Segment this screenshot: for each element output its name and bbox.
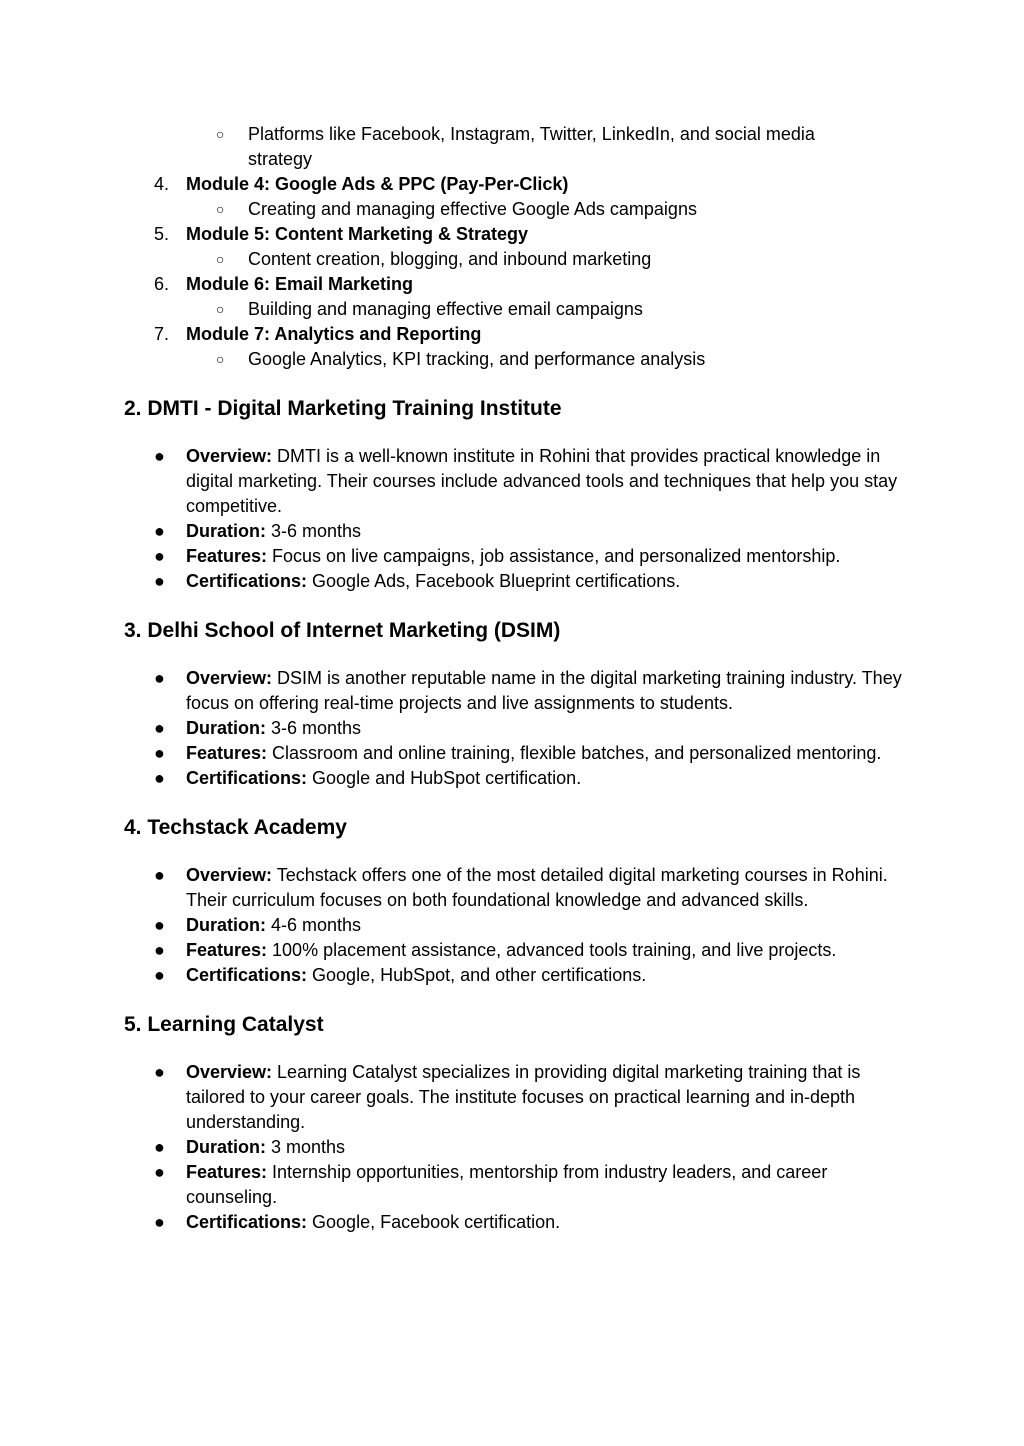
- bullet-item-features: [124, 938, 904, 963]
- bullet-label: Features:: [186, 743, 268, 763]
- bullet-label: Features:: [186, 1162, 268, 1182]
- bullet-text: Techstack offers one of the most detailed digital marketing courses in Rohini. Their curriculum focuses on both foundational knowledge and advanced skills.: [186, 865, 888, 910]
- section-dmti: [124, 396, 904, 594]
- module-sub-text: Content creation, blogging, and inbound marketing: [248, 249, 652, 269]
- module-sub-item: [124, 122, 904, 172]
- module-title: Module 5: Content Marketing & Strategy: [186, 224, 529, 244]
- bullet-icon: ●: [154, 1062, 165, 1082]
- module-item: [124, 222, 904, 272]
- bullet-text: Internship opportunities, mentorship from industry leaders, and career counseling.: [186, 1162, 828, 1207]
- module-title: Module 7: Analytics and Reporting: [186, 324, 482, 344]
- section-bullet-list: [124, 444, 904, 594]
- bullet-label: Certifications:: [186, 768, 308, 788]
- section-bullet-list: [124, 863, 904, 988]
- bullet-text: Google Ads, Facebook Blueprint certifications.: [307, 571, 681, 591]
- bullet-item-certifications: [124, 1210, 904, 1235]
- bullet-text: 3 months: [266, 1137, 346, 1157]
- section-bullet-list: [124, 1060, 904, 1235]
- module-number: 6.: [154, 274, 170, 294]
- bullet-icon: ●: [154, 446, 165, 466]
- circle-bullet-icon: ○: [216, 301, 225, 317]
- bullet-item-duration: [124, 519, 904, 544]
- section-dsim: [124, 618, 904, 791]
- module-sub-item: [186, 197, 904, 222]
- module-sub-item: [186, 347, 904, 372]
- module-sub-text: Platforms like Facebook, Instagram, Twitter, LinkedIn, and social media strategy: [248, 124, 815, 169]
- bullet-item-certifications: [124, 766, 904, 791]
- bullet-item-overview: [124, 666, 904, 716]
- bullet-text: Google, Facebook certification.: [307, 1212, 561, 1232]
- section-heading: 5. Learning Catalyst: [124, 1013, 324, 1036]
- section-learning-catalyst: [124, 1012, 904, 1235]
- bullet-label: Features:: [186, 546, 268, 566]
- bullet-icon: ●: [154, 940, 165, 960]
- module-item: [124, 172, 904, 222]
- module-title: Module 6: Email Marketing: [186, 274, 414, 294]
- bullet-icon: ●: [154, 521, 165, 541]
- bullet-label: Duration:: [186, 915, 266, 935]
- module-sub-text: Google Analytics, KPI tracking, and performance analysis: [248, 349, 706, 369]
- bullet-icon: ●: [154, 965, 165, 985]
- bullet-label: Overview:: [186, 446, 273, 466]
- bullet-icon: ●: [154, 865, 165, 885]
- bullet-text: Focus on live campaigns, job assistance, and personalized mentorship.: [267, 546, 841, 566]
- bullet-item-features: [124, 741, 904, 766]
- bullet-label: Duration:: [186, 1137, 266, 1157]
- section-heading: 4. Techstack Academy: [124, 816, 347, 839]
- bullet-text: Learning Catalyst specializes in providing digital marketing training that is tailored to your career goals. The institute focuses on practical learning and in-depth understanding.: [186, 1062, 861, 1132]
- bullet-text: 3-6 months: [266, 718, 362, 738]
- bullet-item-duration: [124, 913, 904, 938]
- bullet-label: Certifications:: [186, 965, 308, 985]
- bullet-text: DMTI is a well-known institute in Rohini that provides practical knowledge in digital marketing. Their courses include advanced tools and techniques that help you stay competitive.: [186, 446, 898, 516]
- bullet-icon: ●: [154, 1162, 165, 1182]
- module-number: 5.: [154, 224, 170, 244]
- bullet-icon: ●: [154, 915, 165, 935]
- bullet-item-overview: [124, 444, 904, 519]
- bullet-item-duration: [124, 716, 904, 741]
- bullet-item-features: [124, 1160, 904, 1210]
- bullet-text: Google and HubSpot certification.: [307, 768, 582, 788]
- bullet-label: Overview:: [186, 865, 273, 885]
- module-sub-list: [186, 347, 904, 372]
- bullet-text: Google, HubSpot, and other certifications.: [307, 965, 647, 985]
- bullet-label: Certifications:: [186, 1212, 308, 1232]
- module-item: [124, 322, 904, 372]
- module-list: [124, 172, 904, 372]
- bullet-label: Overview:: [186, 668, 273, 688]
- circle-bullet-icon: ○: [216, 126, 225, 142]
- section-bullet-list: [124, 666, 904, 791]
- bullet-item-overview: [124, 863, 904, 913]
- section-techstack: [124, 815, 904, 988]
- module-sub-item: [186, 247, 904, 272]
- module-sub-list: [186, 197, 904, 222]
- bullet-icon: ●: [154, 1212, 165, 1232]
- bullet-icon: ●: [154, 571, 165, 591]
- circle-bullet-icon: ○: [216, 351, 225, 367]
- bullet-label: Overview:: [186, 1062, 273, 1082]
- bullet-icon: ●: [154, 668, 165, 688]
- module-title: Module 4: Google Ads & PPC (Pay-Per-Click): [186, 174, 569, 194]
- section-heading: 3. Delhi School of Internet Marketing (DSIM): [124, 619, 561, 642]
- module-number: 4.: [154, 174, 170, 194]
- module-sub-text: Building and managing effective email campaigns: [248, 299, 643, 319]
- bullet-label: Features:: [186, 940, 268, 960]
- section-heading: 2. DMTI - Digital Marketing Training Institute: [124, 397, 562, 420]
- bullet-item-duration: [124, 1135, 904, 1160]
- module-sub-list: [186, 297, 904, 322]
- module-sub-list: [186, 247, 904, 272]
- bullet-item-overview: [124, 1060, 904, 1135]
- bullet-item-features: [124, 544, 904, 569]
- bullet-text: 100% placement assistance, advanced tools training, and live projects.: [267, 940, 837, 960]
- bullet-icon: ●: [154, 1137, 165, 1157]
- bullet-label: Certifications:: [186, 571, 308, 591]
- document-body: [124, 122, 904, 1235]
- bullet-item-certifications: [124, 963, 904, 988]
- module-number: 7.: [154, 324, 170, 344]
- circle-bullet-icon: ○: [216, 251, 225, 267]
- module-sub-item: [186, 297, 904, 322]
- bullet-icon: ●: [154, 768, 165, 788]
- bullet-text: 3-6 months: [266, 521, 362, 541]
- bullet-item-certifications: [124, 569, 904, 594]
- circle-bullet-icon: ○: [216, 201, 225, 217]
- bullet-text: 4-6 months: [266, 915, 362, 935]
- module-item: [124, 272, 904, 322]
- bullet-text: Classroom and online training, flexible batches, and personalized mentoring.: [267, 743, 882, 763]
- bullet-icon: ●: [154, 718, 165, 738]
- bullet-icon: ●: [154, 546, 165, 566]
- bullet-label: Duration:: [186, 718, 266, 738]
- bullet-icon: ●: [154, 743, 165, 763]
- bullet-label: Duration:: [186, 521, 266, 541]
- module-sub-text: Creating and managing effective Google Ads campaigns: [248, 199, 697, 219]
- bullet-text: DSIM is another reputable name in the digital marketing training industry. They focus on offering real-time projects and live assignments to students.: [186, 668, 902, 713]
